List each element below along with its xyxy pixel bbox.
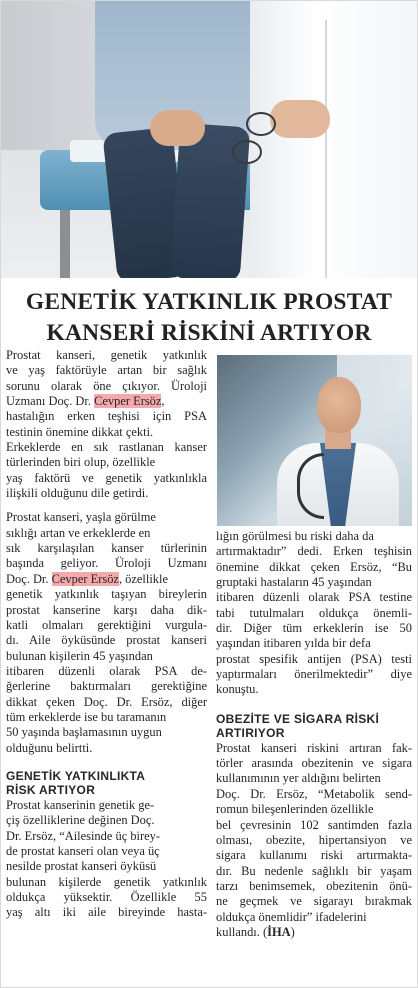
body-line: yaptırmaları önerilmektedir” diye: [216, 667, 412, 682]
body-line: sık karşılaşılan kanser türlerinin: [6, 541, 207, 556]
article-headline: [0, 287, 418, 349]
body-line: ğerlerine baktırmaları gerektiğine: [6, 679, 207, 694]
body-line: Prostat kanserinin genetik ge-: [6, 797, 155, 812]
paragraph-gap: [6, 756, 207, 769]
body-text: kullandı. (: [216, 924, 268, 939]
body-line: Prostat kanseri riskini artıran fak-: [216, 740, 412, 755]
photo-glasses-icon: [232, 140, 262, 164]
subheading: ARTIRIYOR: [216, 725, 285, 740]
body-line: törler arasında obezitenin ve sigara: [216, 756, 412, 771]
body-line: itibaren düzenli olarak PSA testine: [216, 590, 412, 605]
body-line: Erkeklerde en sık rastlanan kanser: [6, 440, 207, 455]
body-line: de prostat kanseri olan veya üç: [6, 843, 160, 858]
body-line: [6, 394, 207, 409]
body-line: artırmaktadır” dedi. Erken teşhisin: [216, 544, 412, 559]
body-line: bulunan kişilerde genetik yatkınlık: [6, 874, 207, 889]
body-line: olması, obezite, hipertansiyon ve: [216, 832, 412, 847]
body-line: romun bileşenlerinden özellikle: [216, 802, 374, 817]
body-line: Prostat kanseri, genetik yatkınlık: [6, 348, 207, 362]
body-line: Prostat kanseri, yaşla görülme: [6, 510, 156, 525]
body-line: yaş faktörü ve genetik yatkınlıkla: [6, 470, 207, 485]
subheading: RİSK ARTIYOR: [6, 782, 96, 797]
body-line: başında geliyor. Üroloji Uzmanı: [6, 556, 207, 571]
photo-glasses-icon: [246, 112, 276, 136]
highlighted-name: Cevper Ersöz: [51, 571, 119, 586]
body-line: hastalığın erken teşhisi için PSA: [6, 409, 207, 424]
body-line: olduğunu belirtti.: [6, 740, 93, 755]
paragraph-gap: [216, 698, 412, 712]
subheading: GENETİK YATKINLIKTA: [6, 768, 146, 783]
body-line: [6, 572, 207, 587]
headline-line-2: KANSERİ RİSKİNİ ARTIYOR: [46, 320, 372, 346]
body-line: çiş özelliklerine değinen Doç.: [6, 813, 155, 828]
body-line: bulunan kişilerin 45 yaşından: [6, 648, 153, 663]
body-text: Uzmanı Doç. Dr.: [6, 394, 95, 409]
highlighted-name: Cevper Ersöz: [94, 394, 162, 409]
body-line: ne geçmek ve sigarayı bırakmak: [216, 894, 412, 909]
body-line: testinin önemine dikkat çekti.: [6, 424, 154, 439]
body-line: dir. Diğer tüm erkeklerin ise 50: [216, 621, 412, 636]
body-text: ): [290, 924, 295, 939]
body-line: nesilde prostat kanseri öyküsü: [6, 859, 157, 874]
doctor-portrait-photo: [217, 355, 412, 526]
body-line: prostat spesifik antijen (PSA) testi: [216, 651, 412, 666]
body-line: yaşından itibaren yılda bir defa: [216, 636, 371, 651]
body-line: Dr. Ersöz, “Ailesinde üç birey-: [6, 828, 161, 843]
body-line: sigara kullanımı riski artırmakta-: [216, 848, 412, 863]
body-line: sıklığı artan ve erkeklerde en: [6, 525, 151, 540]
photo-coat-seam: [325, 20, 327, 278]
body-line: Doç. Dr. Ersöz, “Metabolik send-: [216, 786, 412, 801]
body-line: ve yaş faktörüyle artan bir sağlık: [6, 363, 207, 378]
body-line: dır. Bu nedenle sağlıklı bir yaşam: [216, 863, 412, 878]
body-line: oldukça önemlidir” ifadelerini: [216, 909, 367, 924]
body-line: ilişkili olduğunu dile getirdi.: [6, 486, 149, 501]
body-line: sorunu olarak öne çıkıyor. Üroloji: [6, 378, 207, 393]
body-line: konuştu.: [216, 682, 259, 697]
body-line: lığın görülmesi bu riski daha da: [216, 529, 374, 543]
article-top-photo: [0, 0, 418, 278]
body-text: ,: [161, 394, 165, 409]
body-line: yaş altı iki aile bireyinde hasta-: [6, 905, 207, 920]
body-line: tabi tutulmaları oldukça önemli-: [216, 605, 412, 620]
photo-patient-hand: [150, 110, 205, 146]
headline-line-1: GENETİK YATKINLIK PROSTAT: [25, 289, 393, 315]
news-agency-credit: İHA: [267, 924, 291, 939]
body-line: prostat kanserine karşı daha dik-: [6, 602, 207, 617]
body-line: katli olmaları gerektiğini vurgula-: [6, 617, 207, 632]
article-column-right: [216, 529, 412, 940]
body-line: dikkat çeken Doç. Dr. Ersöz, diğer: [6, 694, 207, 709]
body-line: tarzı benimsemek, obezitenin önü-: [216, 878, 412, 893]
body-line: kullanımının yer aldığını belirten: [216, 771, 381, 786]
subheading: OBEZİTE VE SİGARA RİSKİ: [216, 711, 380, 726]
body-line: 50 yaşında başlamasının uygun: [6, 725, 162, 740]
article-column-left: [6, 348, 207, 921]
body-line: genetik yatkınlık taşıyan bireylerin: [6, 587, 207, 602]
photo-doctor-coat: [250, 0, 418, 278]
body-text: Doç. Dr.: [6, 571, 52, 586]
body-line: itibaren düzenli olarak PSA de-: [6, 663, 207, 678]
body-line: tüm erkeklerde ise bu taramanın: [6, 709, 167, 724]
paragraph-gap: [6, 501, 207, 510]
body-line: bel çevresinin 102 santimden fazla: [216, 817, 412, 832]
body-line: önemine dikkat çeken Ersöz, “Bu: [216, 559, 412, 574]
body-text: , özellikle: [118, 571, 168, 586]
portrait-head: [317, 377, 361, 433]
body-line: [216, 925, 412, 940]
photo-bed-leg: [60, 205, 70, 278]
photo-doctor-hand: [270, 100, 330, 138]
body-line: oldukça yüksektir. Özellikle 55: [6, 890, 207, 904]
body-line: gruptaki hastaların 45 yaşından: [216, 575, 372, 590]
body-line: dı. Aile öyküsünde prostat kanseri: [6, 633, 207, 648]
body-line: türlerinden biri olup, özellikle: [6, 455, 156, 470]
